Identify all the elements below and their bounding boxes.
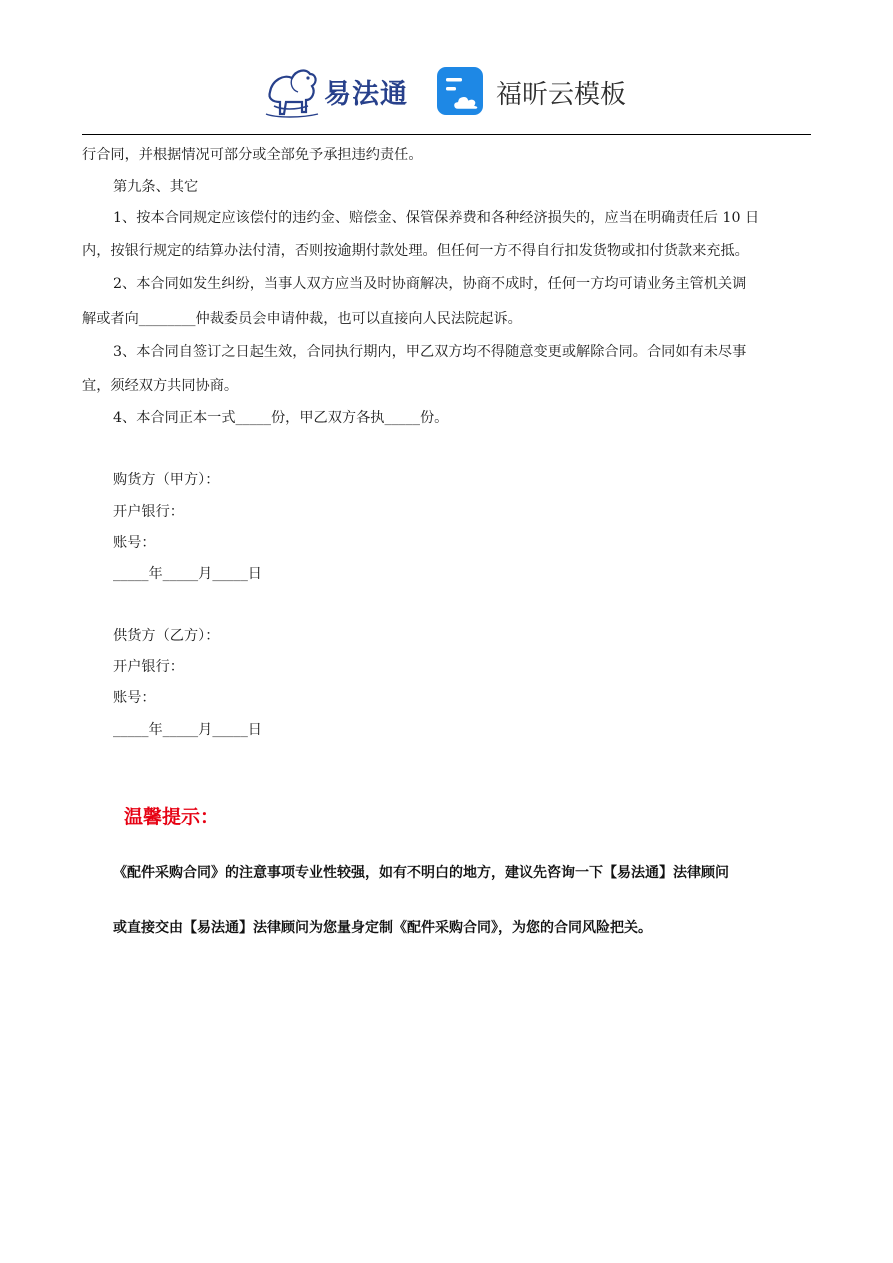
qilin-icon — [262, 62, 324, 120]
tips-line-1: 《配件采购合同》的注意事项专业性较强，如有不明白的地方，建议先咨询一下【易法通】法律顾问 — [113, 865, 729, 881]
clause-1-line-2: 内，按银行规定的结算办法付清，否则按逾期付款处理。但任何一方不得自行扣发货物或扣付货款来充抵。 — [82, 243, 749, 259]
yifatong-logo — [262, 62, 412, 120]
clause-2-line-2: 解或者向________仲裁委员会申请仲裁，也可以直接向人民法院起诉。 — [82, 311, 522, 327]
article-9-heading: 第九条、其它 — [113, 179, 199, 195]
clause-3-line-1: 3、本合同自签订之日起生效，合同执行期内，甲乙双方均不得随意变更或解除合同。合同如有未尽事 — [113, 344, 747, 360]
foxit-template-logo — [436, 66, 636, 118]
buyer-account-label: 账号： — [113, 535, 156, 551]
clause-3-line-2: 宜，须经双方共同协商。 — [82, 378, 239, 394]
seller-party-label: 供货方（乙方）： — [113, 628, 220, 644]
clause-1-line-1: 1、按本合同规定应该偿付的违约金、赔偿金、保管保养费和各种经济损失的，应当在明确责任后 10 日 — [113, 210, 760, 226]
yifatong-logo-text: 易法通 — [324, 79, 408, 110]
seller-account-label: 账号： — [113, 690, 156, 706]
seller-bank-label: 开户银行： — [113, 659, 184, 675]
buyer-party-label: 购货方（甲方）： — [113, 472, 220, 488]
clause-2-line-1: 2、本合同如发生纠纷，当事人双方应当及时协商解决，协商不成时，任何一方均可请业务主管机关调 — [113, 276, 747, 292]
cloud-doc-icon — [436, 66, 488, 118]
buyer-date-line: _____年_____月_____日 — [113, 566, 262, 582]
seller-date-line: _____年_____月_____日 — [113, 722, 262, 738]
tips-line-2: 或直接交由【易法通】法律顾问为您量身定制《配件采购合同》，为您的合同风险把关。 — [113, 920, 652, 936]
clause-4: 4、本合同正本一式_____份，甲乙双方各执_____份。 — [113, 410, 449, 426]
page-header — [0, 0, 893, 135]
buyer-bank-label: 开户银行： — [113, 504, 184, 520]
tips-title: 温馨提示： — [124, 806, 220, 828]
foxit-logo-text: 福昕云模板 — [496, 80, 627, 110]
header-divider — [82, 134, 811, 135]
body-line-1: 行合同，并根据情况可部分或全部免予承担违约责任。 — [82, 147, 423, 163]
